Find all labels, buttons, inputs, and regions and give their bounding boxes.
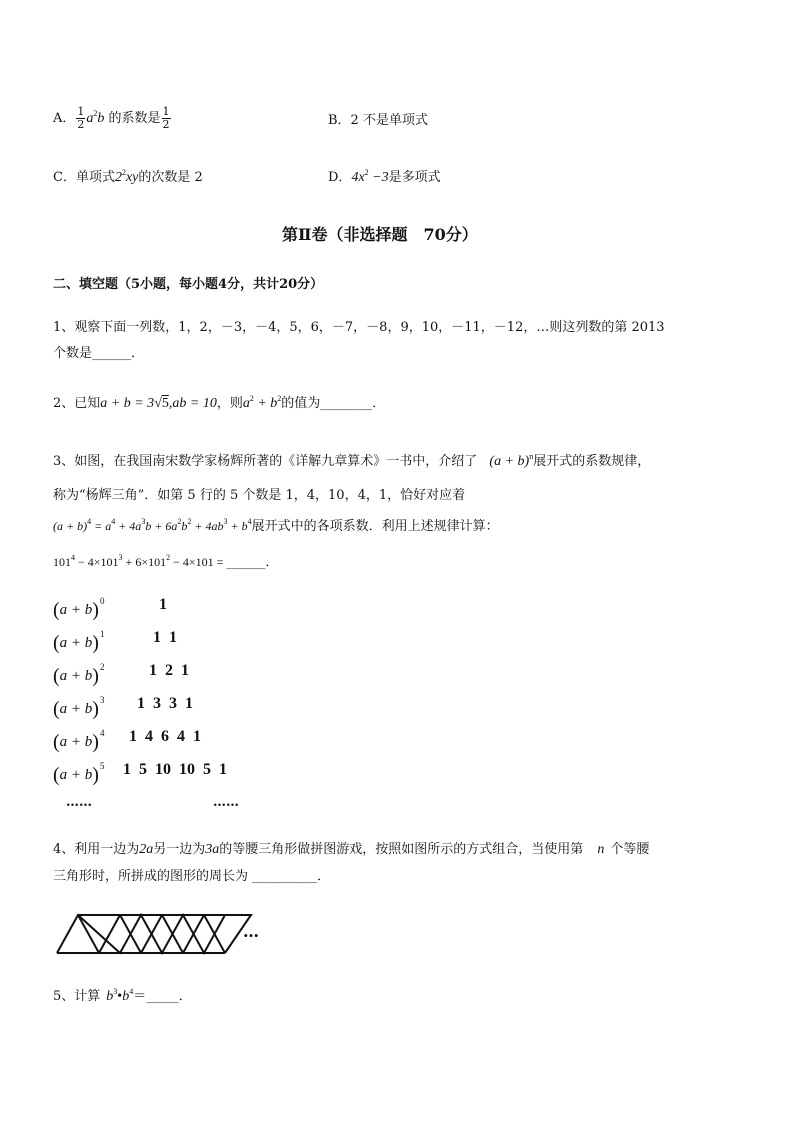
option-a: A． $\frac{1}{2}$ $a^2b$ 的系数是 $\frac{1}{2}$ — [53, 105, 170, 131]
option-d: D．$4x^2 -3$是多项式 — [328, 168, 441, 185]
option-b: B．2 不是单项式 — [328, 113, 428, 128]
fraction-half: $\frac{1}{2}$ — [162, 105, 170, 131]
fraction-half: $\frac{1}{2}$ — [77, 105, 85, 131]
part-title: 第Ⅱ卷（非选择题 70分） — [282, 225, 478, 244]
q3-line1: 3、如图，在我国南宋数学家杨辉所著的《详解九章算术》一书中，介绍了 $(a + b)^n$展开式的系数规律， — [53, 452, 651, 469]
q4-line2: 三角形时，所拼成的图形的周长为 __________． — [53, 869, 331, 884]
option-c: C．单项式$2^2xy$的次数是 2 — [53, 168, 203, 185]
q4-line1: 4、利用一边为2a另一边为3a的等腰三角形做拼图游戏，按照如图所示的方式组合，当使用第 n 个等腰 — [53, 842, 650, 857]
triangle-ellipsis-right: …… — [213, 795, 239, 810]
triangle-ellipsis-left: …… — [66, 795, 92, 810]
q3-line2: 称为“杨辉三角”．如第 5 行的 5 个数是 1，4，10，4，1，恰好对应着 — [53, 488, 466, 503]
q1-line1: 1、观察下面一列数，1，2，－3，－4，5，6，－7，－8，9，10，－11，－12，…则这列数的第 2013 — [53, 320, 665, 335]
q3-line3: $(a + b)^4 = a^4 + 4a^3b + 6a^2b^2 + 4ab^3 + b^4$展开式中的各项系数．利用上述规律计算： — [53, 517, 499, 534]
q3-line4: $101^4 - 4\times 101^3 + 6\times 101^2 - 4\times 101$ = ______． — [53, 553, 279, 570]
section-title: 二、填空题（5小题，每小题4分，共计20分） — [53, 277, 324, 292]
figure-ellipsis: … — [243, 922, 260, 941]
q2: 2、已知a + b = 3√5,ab = 10，则$a^2 + b^2$的值为________． — [53, 394, 386, 411]
q5: 5、计算 $b^3•b^4=\_\_\_\_\_$． — [53, 987, 192, 1004]
triangle-puzzle-figure — [55, 913, 275, 955]
q1-line2: 个数是______． — [53, 346, 145, 361]
